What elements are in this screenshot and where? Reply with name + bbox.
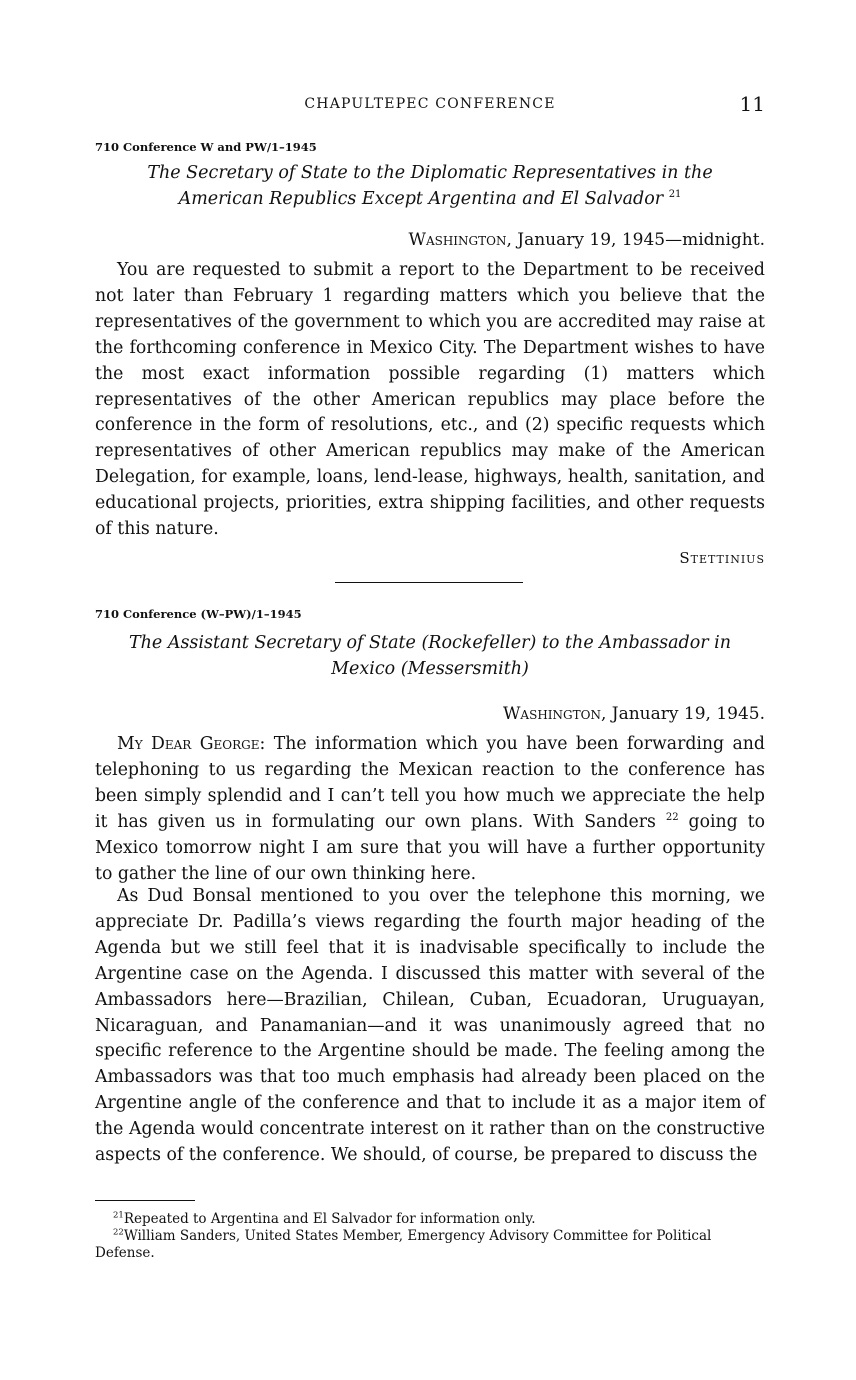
footnote-22 xyxy=(95,1228,765,1262)
footnote-21 xyxy=(95,1211,765,1228)
doc2-para1-text-b: going to Mexico tomorrow night I am sure that you will have a further opportunity to gather the line of our own thinking here. xyxy=(95,811,765,884)
doc2-salutation: My Dear George xyxy=(117,734,260,754)
doc2-paragraph-2: As Dud Bonsal mentioned to you over the telephone this morning, we appreciate Dr. Padilla’s views regarding the fourth major heading of the Agenda but we still feel that it is inadvisable specifically to include the Argentine case on the Agenda. I discussed this matter with several of the Ambassadors here—Brazilian, Chilean, Cuban, Ecuadoran, Uruguayan, Nicaraguan, and Panamanian—and it was unanimously agreed that no specific reference to the Argentine should be made. The feeling among the Ambassadors was that too much emphasis had already been placed on the Argentine angle of the conference and that to include it as a major item of the Agenda would concentrate interest on it rather than on the constructive aspects of the conference. We should, of course, be prepared to discuss the xyxy=(95,886,765,1166)
footnote-21-text: Repeated to Argentina and El Salvador for information only. xyxy=(123,1211,536,1227)
footnote-22-text: William Sanders, United States Member, Emergency Advisory Committee for Political Defense. xyxy=(95,1228,712,1261)
doc2-file-number: 710 Conference (W–PW)/1–1945 xyxy=(95,607,302,621)
doc2-title-line1: The Assistant Secretary of State (Rockefeller) to the Ambassador in xyxy=(128,633,732,653)
doc2-paragraph-1 xyxy=(95,732,765,887)
footnote-ref-21: 21 xyxy=(668,189,682,201)
footnote-21-marker: 21 xyxy=(113,1210,124,1221)
doc1-body: You are requested to submit a report to the Department to be received not later than February 1 regarding matters which you believe that the representatives of the government to which you are accredited may raise at the forthcoming conference in Mexico City. The Department wishes to have the most exact information possible regarding (1) matters which representatives of the other American republics may place before the conference in the form of resolutions, etc., and (2) specific requests which representatives of other American republics may make of the American Delegation, for example, loans, lend-lease, highways, health, sanitation, and educational projects, priorities, extra shipping facilities, and other requests of this nature. xyxy=(95,260,765,540)
doc2-dateline xyxy=(503,704,765,724)
doc2-dateline-place: Washington xyxy=(502,704,601,724)
footnotes xyxy=(95,1211,765,1262)
doc1-dateline-date: , January 19, 1945—midnight. xyxy=(506,230,765,250)
doc1-title-line2: American Republics Except Argentina and El Salvador xyxy=(178,189,664,209)
page-number: 11 xyxy=(739,92,765,116)
section-divider xyxy=(335,582,523,583)
doc2-title-line2: Mexico (Messersmith) xyxy=(331,659,529,679)
doc1-file-number: 710 Conference W and PW/1–1945 xyxy=(95,140,317,154)
doc1-signature: Stettinius xyxy=(679,549,765,567)
doc1-dateline xyxy=(408,230,765,250)
footnote-rule xyxy=(95,1200,195,1201)
doc2-dateline-date: , January 19, 1945. xyxy=(600,704,765,724)
running-title: CHAPULTEPEC CONFERENCE xyxy=(304,96,556,112)
doc1-dateline-place: Washington xyxy=(408,230,507,250)
doc2-para1-text-a: : The information which you have been forwarding and telephoning to us regarding the Mexican reaction to the conference has been simply splendid and I can’t tell you how much we appreciate the help it has given us in formulating our own plans. With Sanders xyxy=(95,734,765,832)
footnote-ref-22: 22 xyxy=(665,811,679,823)
doc2-title xyxy=(95,630,765,682)
doc1-title-line1: The Secretary of State to the Diplomatic Representatives in the xyxy=(147,163,713,183)
doc1-title xyxy=(95,160,765,212)
footnote-22-marker: 22 xyxy=(113,1227,124,1238)
page-header xyxy=(95,92,765,120)
